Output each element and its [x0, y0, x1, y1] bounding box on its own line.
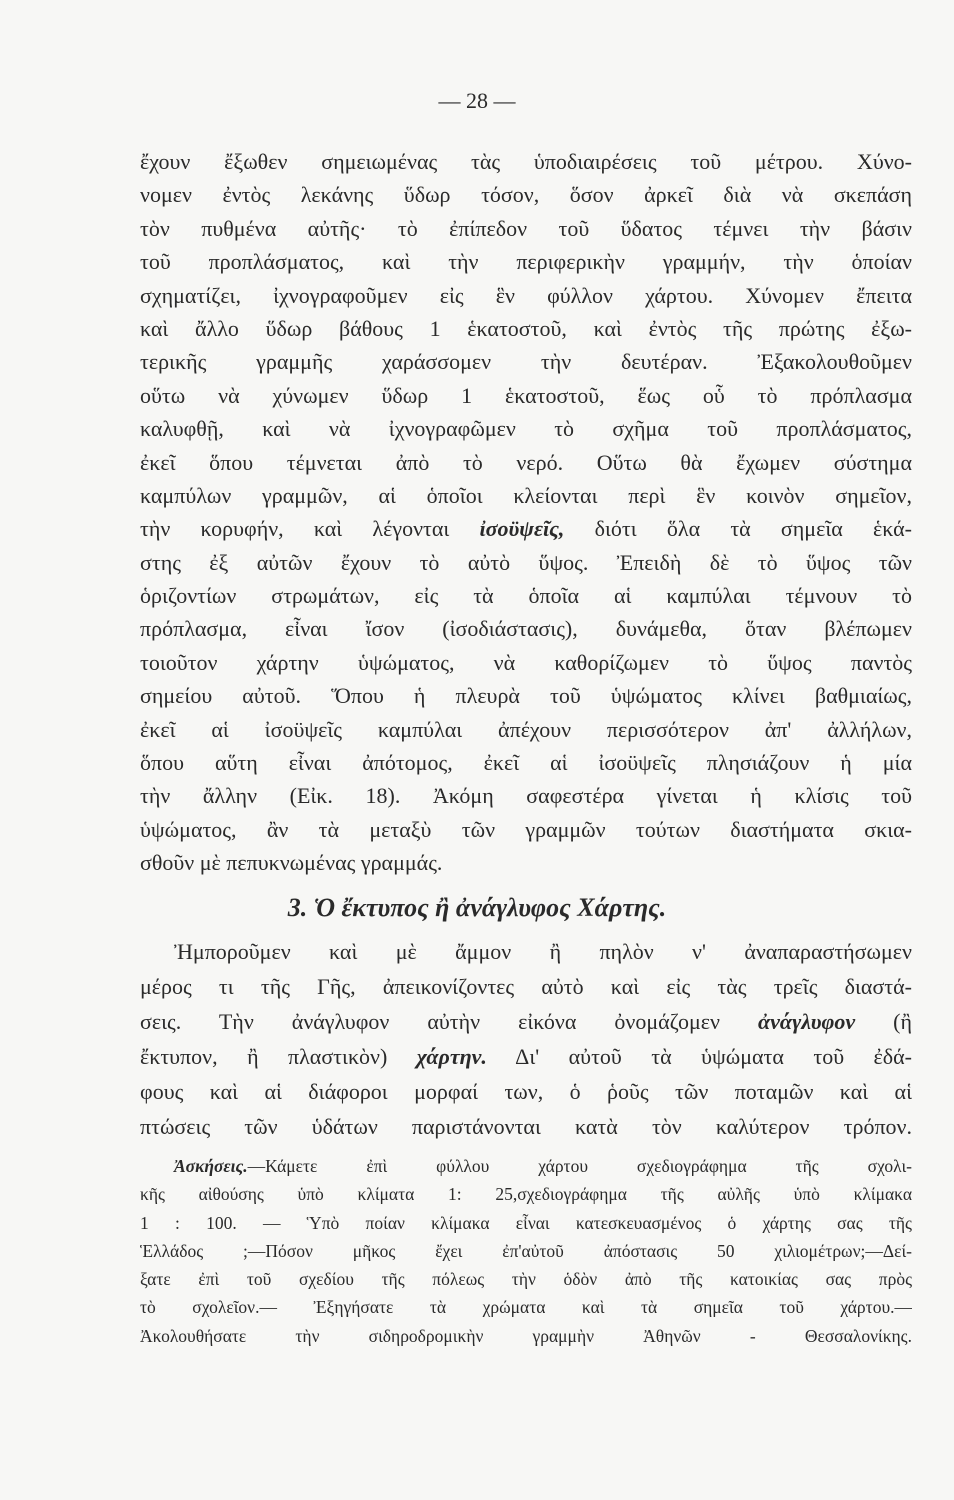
emphasized-term: ἀνάγλυφον: [758, 1009, 856, 1034]
text-segment: σθοῦν μὲ πεπυκνωμένας γραμμάς.: [140, 850, 443, 876]
text-segment: ἔχουν ἔξωθεν σημειωμένας τὰς ὑποδιαιρέσεις τοῦ μέτρου. Χύνο-: [140, 149, 912, 174]
text-line: [140, 1265, 912, 1293]
text-line: [140, 1293, 912, 1321]
text-segment: καμπύλων γραμμῶν, αἱ ὁποῖοι κλείονται περὶ ἓν κοινὸν σημεῖον,: [140, 482, 912, 508]
text-line: [140, 345, 912, 378]
text-line: [140, 813, 912, 846]
text-line: [140, 546, 912, 579]
text-segment: ὁριζοντίων στρωμάτων, εἰς τὰ ὁποῖα αἱ καμπύλαι τέμνουν τὸ: [140, 583, 912, 609]
text-segment: (ἢ: [855, 1009, 912, 1034]
exercises-paragraph: [140, 1152, 912, 1350]
text-line: [140, 612, 912, 645]
text-line: [140, 1074, 912, 1109]
text-segment: κῆς αἰθούσης ὑπὸ κλίματα 1: 25,σχεδιογράφημα τῆς αὐλῆς ὑπὸ κλίμακα: [140, 1184, 912, 1205]
text-segment: τὴν ἄλλην (Εἰκ. 18). Ἀκόμη σαφεστέρα γίνεται ἡ κλίσις τοῦ: [140, 783, 912, 809]
text-segment: τὸν πυθμένα αὐτῆς· τὸ ἐπίπεδον τοῦ ὕδατος τέμνει τὴν βάσιν: [140, 215, 912, 241]
text-segment: ὅπου αὕτη εἶναι ἀπότομος, ἐκεῖ αἱ ἰσοϋψεῖς πλησιάζουν ἡ μία: [140, 750, 912, 776]
text-line: [140, 679, 912, 712]
text-segment: μέρος τι τῆς Γῆς, ἀπεικονίζοντες αὐτὸ καὶ εἰς τὰς τρεῖς διαστά-: [140, 974, 912, 999]
text-line: [140, 512, 912, 545]
text-segment: σημείου αὐτοῦ. Ὅπου ἡ πλευρὰ τοῦ ὑψώματος κλίνει βαθμιαίως,: [140, 683, 912, 709]
text-segment: ξατε ἐπὶ τοῦ σχεδίου τῆς πόλεως τὴν ὁδὸν ἀπὸ τῆς κατοικίας σας πρὸς: [140, 1269, 912, 1290]
text-line: [140, 379, 912, 412]
text-segment: σχηματίζει, ἰχνογραφοῦμεν εἰς ἓν φύλλον χάρτου. Χύνομεν ἔπειτα: [140, 282, 912, 308]
text-line: [140, 178, 912, 211]
text-segment: τοῦ προπλάσματος, καὶ τὴν περιφερικὴν γραμμήν, τὴν ὁποίαν: [140, 249, 912, 275]
text-segment: ὑψώματος, ἂν τὰ μεταξὺ τῶν γραμμῶν τούτων διαστήματα σκια-: [140, 816, 912, 842]
text-segment: φους καὶ αἱ διάφοροι μορφαί των, ὁ ῥοῦς τῶν ποταμῶν καὶ αἱ: [140, 1079, 912, 1104]
text-segment: καὶ ἄλλο ὕδωρ βάθους 1 ἑκατοστοῦ, καὶ ἐντὸς τῆς πρώτης ἐξω-: [140, 315, 912, 341]
text-line: [140, 746, 912, 779]
text-segment: τὴν κορυφήν, καὶ λέγονται: [140, 516, 480, 542]
text-segment: διότι ὅλα τὰ σημεῖα ἑκά-: [564, 516, 912, 542]
text-segment: Δι' αὐτοῦ τὰ ὑψώματα τοῦ ἐδά-: [486, 1044, 912, 1069]
text-line: [140, 646, 912, 679]
text-segment: τερικῆς γραμμῆς χαράσσομεν τὴν δευτέραν. Ἐξακολουθοῦμεν: [140, 349, 912, 375]
text-segment: στης ἐξ αὐτῶν ἔχουν τὸ αὐτὸ ὕψος. Ἐπειδὴ δὲ τὸ ὕψος τῶν: [140, 549, 912, 575]
text-line: [140, 1237, 912, 1265]
text-line: [140, 846, 912, 879]
text-segment: Ἠμποροῦμεν καὶ μὲ ἄμμον ἢ πηλὸν ν' ἀναπαραστήσωμεν: [174, 939, 912, 964]
text-segment: νομεν ἐντὸς λεκάνης ὕδωρ τόσον, ὅσον ἀρκεῖ διὰ νὰ σκεπάση: [140, 182, 912, 208]
text-line: [140, 1109, 912, 1144]
text-segment: —Κάμετε ἐπὶ φύλλου χάρτου σχεδιογράφημα τῆς σχολι-: [247, 1156, 912, 1176]
text-line: [140, 1180, 912, 1208]
text-line: [140, 1039, 912, 1074]
text-segment: Ἀκολουθήσατε τὴν σιδηροδρομικὴν γραμμὴν Ἀθηνῶν - Θεσσαλονίκης.: [140, 1325, 912, 1346]
text-line: [140, 579, 912, 612]
text-segment: οὕτω νὰ χύνωμεν ὕδωρ 1 ἑκατοστοῦ, ἕως οὗ τὸ πρόπλασμα: [140, 382, 912, 408]
text-line: [140, 479, 912, 512]
section-heading: 3. Ὁ ἔκτυπος ἢ ἀνάγλυφος Χάρτης.: [287, 893, 667, 922]
text-line: [140, 1004, 912, 1039]
text-segment: τὸ σχολεῖον.— Ἐξηγήσατε τὰ χρώματα καὶ τὰ σημεῖα τοῦ χάρτου.—: [140, 1297, 912, 1318]
text-segment: πρόπλασμα, εἶναι ἴσον (ἰσοδιάστασις), δυνάμεθα, ὅταν βλέπωμεν: [140, 616, 912, 642]
text-line: [140, 1209, 912, 1237]
text-line: [140, 212, 912, 245]
text-line: [140, 279, 912, 312]
text-line: [140, 245, 912, 278]
emphasized-term: Ἀσκήσεις.: [174, 1156, 248, 1176]
text-segment: πτώσεις τῶν ὑδάτων παριστάνονται κατὰ τὸν καλύτερον τρόπον.: [140, 1114, 912, 1139]
text-line: [140, 312, 912, 345]
page-number: — 28 —: [438, 88, 516, 113]
text-line: [140, 145, 912, 178]
text-line: [140, 1152, 912, 1180]
text-segment: σεις. Τὴν ἀνάγλυφον αὐτὴν εἰκόνα ὀνομάζομεν: [140, 1009, 758, 1034]
text-segment: Ἑλλάδος ;—Πόσον μῆκος ἔχει ἐπ'αὐτοῦ ἀπόστασις 50 χιλιομέτρων;—Δεί-: [140, 1240, 912, 1261]
emphasized-term: ἰσοϋψεῖς,: [479, 516, 565, 542]
text-segment: τοιοῦτον χάρτην ὑψώματος, νὰ καθορίζωμεν τὸ ὕψος παντὸς: [140, 649, 912, 675]
paragraph-contour-lines: [140, 145, 912, 880]
text-segment: καλυφθῇ, καὶ νὰ ἰχνογραφῶμεν τὸ σχῆμα τοῦ προπλάσματος,: [140, 416, 912, 442]
text-line: [140, 446, 912, 479]
emphasized-term: χάρτην.: [416, 1044, 487, 1069]
text-line: [140, 934, 912, 969]
text-segment: ἔκτυπον, ἢ πλαστικὸν): [140, 1044, 417, 1069]
text-line: [140, 779, 912, 812]
paragraph-relief-map: [140, 934, 912, 1144]
text-line: [140, 412, 912, 445]
text-segment: 1 : 100. — Ὑπὸ ποίαν κλίμακα εἶναι κατεσκευασμένος ὁ χάρτης σας τῆς: [140, 1212, 912, 1233]
text-segment: ἐκεῖ ὅπου τέμνεται ἀπὸ τὸ νερό. Οὕτω θὰ ἔχωμεν σύστημα: [140, 449, 912, 475]
text-line: [140, 713, 912, 746]
text-line: [140, 969, 912, 1004]
text-line: [140, 1322, 912, 1350]
text-segment: ἐκεῖ αἱ ἰσοϋψεῖς καμπύλαι ἀπέχουν περισσότερον ἀπ' ἀλλήλων,: [140, 716, 912, 742]
